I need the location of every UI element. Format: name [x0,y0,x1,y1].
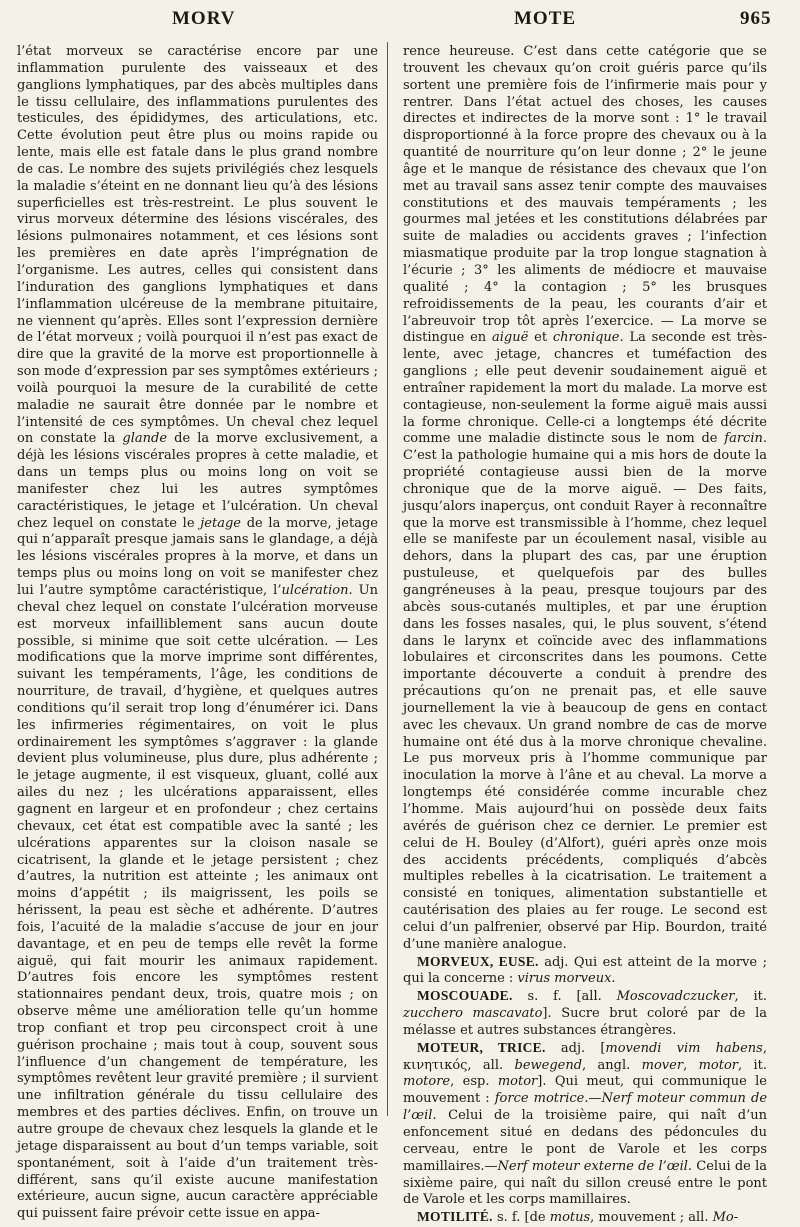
running-head-left: MORV [172,8,236,29]
headword-moteur: MOTEUR, TRICE. [417,1039,546,1055]
entry-moteur: MOTEUR, TRICE. adj. [movendi vim habens, κινητικός, all. bewegend, angl. mover, motor, it. motore, esp. motor]. Qui meut, qui communique le mouvement : force motrice.—Nerf moteur commun de l’œil. Celui de la troisième paire, qui naît d’un enfoncement situé en dedans des pédoncules du cerveau, entre le pont de Varole et les corps mamillaires.—Nerf moteur externe de l’œil. Celui de la sixième paire, qui naît du sillon creusé entre le pont de Varole et les corps mamillaires. [403,1039,768,1208]
headword-moscouade: MOSCOUADE. [417,988,513,1004]
page-number: 965 [740,8,772,29]
entry-motilite: MOTILITÉ. s. f. [de motus, mouvement ; all. Mo- [417,1209,739,1226]
headword-morveux: MORVEUX, EUSE. [417,953,539,969]
right-column [403,44,768,1226]
morve-continuation-paragraph: l’état morveux se caractérise encore par une inflammation purulente des vaisseaux et des ganglions lymphatiques, par des abcès multiples dans le tissu cellulaire, des inflammations purulentes des testicules, des épididymes, des articulations, etc. Cette évolution peut être plus ou moins rapide ou lente, mais elle est fatale dans le plus grand nombre de cas. Le nombre des sujets privilégiés chez lesquels la maladie s’éteint en ne donnant lieu qu’à des lésions superficielles est très-restreint. Le plus souvent le virus morveux détermine des lésions viscérales, des lésions pulmonaires notamment, et ces lésions sont les premières en date après l’imprégnation de l’organisme. Les autres, celles qui consistent dans l’induration des ganglions lymphatiques et dans l’inflammation ulcéreuse de la membrane pituitaire, ne viennent qu’après. Elles sont l’expression dernière de l’état morveux ; voilà pourquoi il n’est pas exact de dire que la gravité de la morve est proportionnelle à son mode d’expression par ses symptômes extérieurs ; voilà pourquoi la mesure de la curabilité de cette maladie ne saurait être donnée par le nombre et l’intensité de ces symptômes. Un cheval chez lequel on constate la glande de la morve exclusivement, a déjà les lésions viscérales propres à cette maladie, et dans un temps plus ou moins long on voit se manifester chez lui les autres symptômes caractéristiques, le jetage et l’ulcération. Un cheval chez lequel on constate le jetage de la morve, jetage qui n’apparaît presque jamais sans le glandage, a déjà les lésions viscérales propres à la morve, et dans un temps plus ou moins long on voit se manifester chez lui l’autre symptôme caractéristique, l’ulcération. Un cheval chez lequel on constate l’ulcération morveuse est morveux infailliblement sans aucun doute possible, si minime que soit cette ulcération. — Les modifications que la morve imprime sont différentes, suivant les tempéraments, l’âge, les conditions de nourriture, de travail, d’hygiène, et quelques autres conditions qu’il serait trop long d’énumérer ici. Dans les infirmeries régimentaires, on voit le plus ordinairement les symptômes s’aggraver : la glande devient plus volumineuse, plus dure, plus adhérente ; le jetage augmente, il est visqueux, gluant, collé aux ailes du nez ; les ulcérations apparaissent, elles gagnent en largeur et en profondeur ; chez certains chevaux, cet état est compatible avec la santé ; les ulcérations apparentes sur la cloison nasale se cicatrisent, la glande et le jetage persistent ; chez d’autres, la nutrition est atteinte ; les animaux ont moins d’appétit ; ils maigrissent, les poils se hérissent, la peau est sèche et adhérente. D’autres fois, l’acuité de la maladie s’accuse de jour en jour davantage, et en peu de temps elle revêt la forme aiguë, qui fait mourir les animaux rapidement. D’autres fois encore les symptômes restent stationnaires pendant deux, trois, quatre mois ; on observe même une amélioration telle qu’un homme trop confiant et trop peu circonspect croit à une guérison prochaine ; mais tout à coup, souvent sous l’influence d’un changement de température, les symptômes revêtent leur gravité première ; il survient une infiltration générale du tissu cellulaire des membres et des parties déclives. Enfin, on trouve un autre groupe de chevaux chez lesquels la glande et le jetage disparaissent au bout d’un temps variable, soit spontanément, soit à l’aide d’un traitement très-différent, sans qu’il existe aucune manifestation extérieure, aucun signe, aucun caractère appréciable qui puissent faire prévoir cette issue en appa- [17,44,379,1222]
running-head-center: MOTE [514,8,577,29]
morve-continuation-paragraph-right: rence heureuse. C’est dans cette catégorie que se trouvent les chevaux qu’on croit guéris parce qu’ils sortent une première fois de l’infirmerie mais pour y rentrer. Dans l’état actuel des choses, les causes directes et indirectes de la morve sont : 1° le travail disproportionné à la force propre des chevaux ou à la quantité de nourriture qu’on leur donne ; 2° le jeune âge et le manque de résistance des chevaux que l’on met au travail sans assez tenir compte des mauvaises constitutions et des mauvais tempéraments ; les gourmes mal jetées et les constitutions délabrées par suite de maladies ou accidents graves ; l’infection miasmatique produite par la trop longue stagnation à l’écurie ; 3° les aliments de médiocre et mauvaise qualité ; 4° la contagion ; 5° les brusques refroidissements de la peau, les courants d’air et l’abreuvoir trop tôt après l’exercice. — La morve se distingue en aiguë et chronique. La seconde est très-lente, avec jetage, chancres et tuméfaction des ganglions ; elle peut devenir soudainement aiguë et entraîner rapidement la mort du malade. La morve est contagieuse, non-seulement la forme aiguë mais aussi la forme chronique. Celle-ci a longtemps été décrite comme une maladie distincte sous le nom de farcin. C’est la pathologie humaine qui a mis hors de doute la propriété contagieuse aussi bien de la morve chronique que de la morve aiguë. — Des faits, jusqu’alors inaperçus, ont conduit Rayer à reconnaître que la morve est transmissible à l’homme, chez lequel elle se manifeste par un écoulement nasal, visible au dehors, dans la plupart des cas, par une éruption pustuleuse, et quelquefois par des bulles gangréneuses à la peau, presque toujours par des abcès sous-cutanés multiples, et par une éruption dans les fosses nasales, qui, le plus souvent, s’étend dans le larynx et coïncide avec des inflammations lobulaires et circonscrites dans les poumons. Cette importante découverte a conduit à prendre des précautions qu’on ne prenait pas, et elle sauve journellement la vie à beaucoup de gens en contact avec les chevaux. Un grand nombre de cas de morve humaine ont été dus à la morve chronique chevaline. Le pus morveux pris à l’homme communique par inoculation la morve à l’âne et au cheval. La morve a longtemps été considérée comme incurable chez l’homme. Mais aujourd’hui on possède deux faits avérés de guérison chez ce dernier. Le premier est celui de H. Bouley (d’Alfort), guéri après onze mois des accidents précédents, compliqués d’abcès multiples rebelles à la cicatrisation. Le traitement a consisté en toniques, alimentation substantielle et cautérisation des plaies au fer rouge. Le second est celui d’un palfrenier, observé par Hip. Bourdon, traité d’une manière analogue. [403,44,767,952]
headword-motilite: MOTILITÉ. [417,1209,493,1225]
left-column [17,44,379,1222]
entry-morveux: MORVEUX, EUSE. adj. Qui est atteint de la morve ; qui la concerne : virus morveux. [403,953,767,987]
column-divider [387,42,388,1116]
entry-moscouade: MOSCOUADE. s. f. [all. Moscovadczucker, it. zucchero mascavato]. Sucre brut coloré par de la mélasse et autres substances étrangères. [403,988,768,1038]
